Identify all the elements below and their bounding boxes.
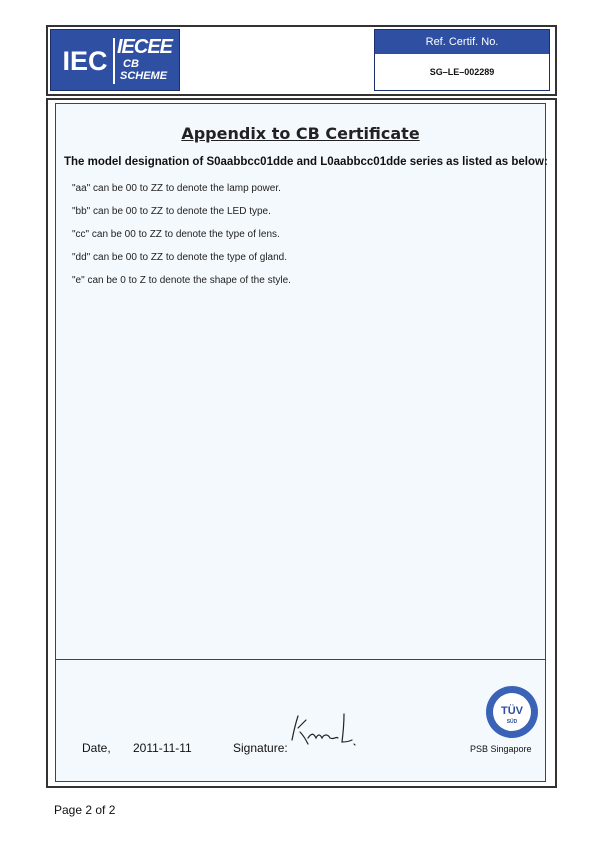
model-designation-lead: The model designation of S0aabbcc01dde and L0aabbcc01dde series as listed as below: bbox=[64, 156, 548, 168]
date-label: Date, bbox=[82, 741, 111, 755]
signature-label: Signature: bbox=[233, 741, 288, 755]
iecee-logo-text: IECEE bbox=[117, 36, 173, 58]
list-item: "e" can be 0 to Z to denote the shape of the style. bbox=[72, 275, 291, 286]
cb-logo-text: CB bbox=[123, 58, 139, 70]
ref-certif-label: Ref. Certif. No. bbox=[375, 30, 549, 54]
iec-logo-text: IEC bbox=[57, 38, 115, 84]
iec-iecee-logo bbox=[50, 29, 180, 91]
page-title: Appendix to CB Certificate bbox=[181, 124, 420, 143]
list-item: "bb" can be 00 to ZZ to denote the LED type. bbox=[72, 206, 271, 217]
page-number: Page 2 of 2 bbox=[54, 803, 116, 817]
iecee-cb-scheme-logo bbox=[117, 36, 179, 86]
list-item: "aa" can be 00 to ZZ to denote the lamp power. bbox=[72, 183, 281, 194]
date-value: 2011-11-11 bbox=[133, 741, 192, 755]
scheme-logo-text: SCHEME bbox=[120, 70, 168, 82]
tuv-logo-text: TÜV bbox=[501, 705, 523, 717]
tuv-sud-logo bbox=[484, 684, 540, 740]
footer-divider bbox=[56, 659, 545, 660]
certificate-header bbox=[46, 25, 557, 96]
handwritten-signature bbox=[288, 710, 360, 750]
certificate-body bbox=[55, 103, 546, 782]
certificate-body-frame bbox=[46, 98, 557, 788]
sud-logo-text: SÜD bbox=[506, 719, 518, 725]
ref-certif-number: SG–LE–002289 bbox=[429, 67, 495, 77]
issuer-name: PSB Singapore bbox=[470, 744, 532, 754]
reference-certificate-box bbox=[374, 29, 550, 91]
list-item: "dd" can be 00 to ZZ to denote the type of gland. bbox=[72, 252, 288, 263]
list-item: "cc" can be 00 to ZZ to denote the type of lens. bbox=[72, 229, 280, 240]
